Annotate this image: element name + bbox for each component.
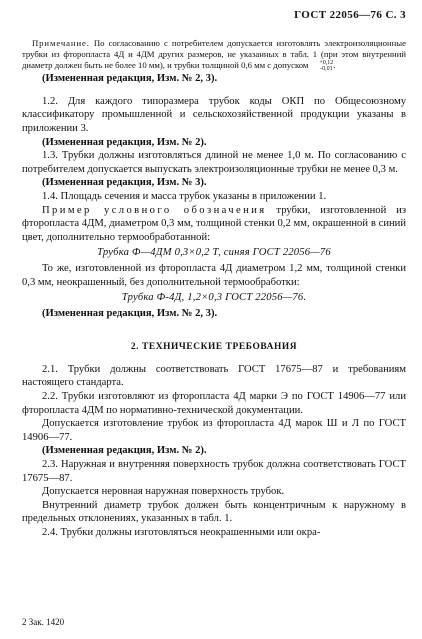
clause-2-2-b: Допускается изготовление трубок из фторопласта 4Д марок Ш и Л по ГОСТ 14906—77. <box>22 418 406 443</box>
clause-2-3-b: Допускается неровная наружная поверхность трубок. <box>42 486 285 498</box>
clause-2-2: 2.2. Трубки изготовляют из фторопласта 4Д марки Э по ГОСТ 14906—77 или фторопласта 4ДМ по нормативно-технической документации. <box>22 391 406 416</box>
designation-formula-1: Трубка Ф—4ДМ 0,3×0,2 Т, синяя ГОСТ 22056—76 <box>97 247 331 259</box>
note-text: По согласованию с потребителем допускается изготовлять электроизоляционные трубки из фторопласта 4Д и 4ДМ других размеров, не указанных в табл. 1 (при этом внутренний диаметр должен быть не более 10 мм), и трубки толщиной 0,6 мм с допуском <box>22 38 406 71</box>
example-label: Пример условного обозначения <box>42 204 267 216</box>
section-title: 2. ТЕХНИЧЕСКИЕ ТРЕБОВАНИЯ <box>130 342 298 353</box>
edition-note-2: (Измененная редакция, Изм. № 2). <box>42 136 207 148</box>
edition-note-3: (Измененная редакция, Изм. № 3). <box>42 177 207 189</box>
clause-2-4: 2.4. Трубки должны изготовляться неокрашенными или окра- <box>42 527 321 538</box>
tolerance-minus: -0,01 <box>320 66 333 73</box>
example-paragraph <box>22 204 406 245</box>
clause-2-1: 2.1. Трубки должны соответствовать ГОСТ 17675—87 и требованиям настоящего стандарта. <box>22 363 406 389</box>
note-paragraph <box>22 38 406 72</box>
designation-formula-2: Трубка Ф-4Д, 1,2×0,3 ГОСТ 22056—76. <box>121 292 307 304</box>
clause-1-2: 1.2. Для каждого типоразмера трубок коды ОКП по Общесоюзному классификатору промышленной и сельскохозяйственной продукции указаны в приложении 3. <box>22 95 406 134</box>
clause-2-3-c: Внутренний диаметр трубок должен быть концентричным к наружному в предельных отклонениях, указанных в табл. 1. <box>22 499 406 525</box>
clause-1-4: 1.4. Площадь сечения и масса трубок указаны в приложении 1. <box>42 190 327 202</box>
note-label: Примечание. <box>32 38 90 48</box>
edition-note-4: (Измененная редакция, Изм. № 2, 3). <box>42 307 218 319</box>
page-footer: 2 Зак. 1420 <box>22 617 65 627</box>
page-header: ГОСТ 22056—76 С. 3 <box>294 9 406 21</box>
edition-note-5: (Измененная редакция, Изм. № 2). <box>42 445 207 457</box>
page-content <box>22 38 406 540</box>
same-paragraph: То же, изготовленной из фторопласта 4Д диаметром 1,2 мм, толщиной стенки 0,3 мм, неокрашенный, без дополнительной термообработки: <box>22 262 406 288</box>
example-text: трубки, изготовленной из фторопласта 4ДМ, диаметром 0,3 мм, толщиной стенки 0,2 мм, окрашенной в синий цвет, дополнительно термообработанной: <box>22 204 406 243</box>
note-end: . <box>333 60 336 71</box>
tolerance-fraction <box>309 60 336 73</box>
tolerance-plus: +0,12 <box>319 60 334 67</box>
edition-note-1: (Измененная редакция, Изм. № 2, 3). <box>42 73 218 85</box>
clause-1-3: 1.3. Трубки должны изготовляться длиной не менее 1,0 м. По согласованию с потребителем допускается выпускать электроизоляционные трубки не менее 0,3 м. <box>22 150 406 175</box>
clause-2-3: 2.3. Наружная и внутренняя поверхность трубок должна соответствовать ГОСТ 17675—87. <box>22 459 406 484</box>
